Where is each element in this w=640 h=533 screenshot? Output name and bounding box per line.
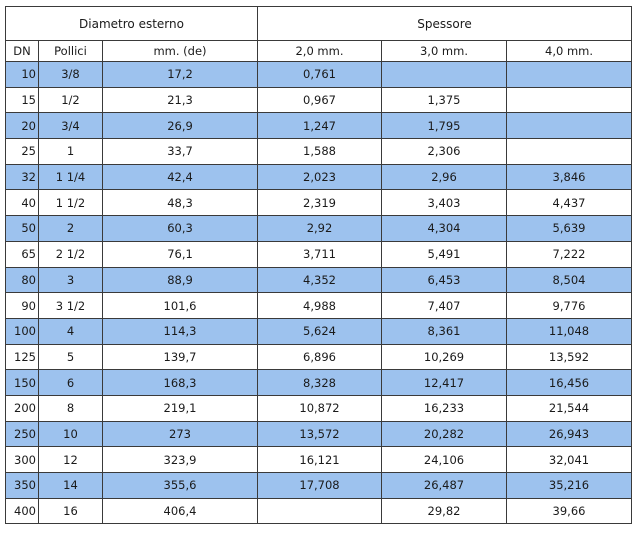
cell-dn: 65 <box>6 241 39 267</box>
cell-mm-de: 355,6 <box>103 473 258 499</box>
cell-dn: 90 <box>6 293 39 319</box>
cell-thickness-4mm: 16,456 <box>507 370 632 396</box>
table-row <box>6 62 632 88</box>
column-header-dn: DN <box>6 41 39 62</box>
cell-thickness-4mm: 32,041 <box>507 447 632 473</box>
cell-thickness-2mm: 16,121 <box>258 447 382 473</box>
cell-inches: 1 1/2 <box>39 190 103 216</box>
cell-thickness-2mm: 17,708 <box>258 473 382 499</box>
outer-diameter-group-header: Diametro esterno <box>6 7 258 41</box>
cell-thickness-3mm: 20,282 <box>382 421 507 447</box>
cell-dn: 100 <box>6 318 39 344</box>
table-row <box>6 216 632 242</box>
cell-mm-de: 114,3 <box>103 318 258 344</box>
cell-inches: 4 <box>39 318 103 344</box>
cell-mm-de: 33,7 <box>103 139 258 165</box>
cell-dn: 125 <box>6 344 39 370</box>
cell-thickness-4mm: 4,437 <box>507 190 632 216</box>
cell-inches: 2 <box>39 216 103 242</box>
cell-thickness-2mm: 8,328 <box>258 370 382 396</box>
cell-dn: 250 <box>6 421 39 447</box>
table-row <box>6 370 632 396</box>
column-header-mm-de: mm. (de) <box>103 41 258 62</box>
cell-thickness-2mm: 6,896 <box>258 344 382 370</box>
header-group-row <box>6 7 632 41</box>
cell-thickness-3mm: 4,304 <box>382 216 507 242</box>
cell-thickness-4mm <box>507 87 632 113</box>
cell-mm-de: 273 <box>103 421 258 447</box>
cell-thickness-4mm: 13,592 <box>507 344 632 370</box>
table-row <box>6 293 632 319</box>
cell-thickness-4mm <box>507 62 632 88</box>
cell-dn: 32 <box>6 164 39 190</box>
column-header-thickness-4mm: 4,0 mm. <box>507 41 632 62</box>
cell-thickness-3mm: 10,269 <box>382 344 507 370</box>
cell-thickness-4mm: 26,943 <box>507 421 632 447</box>
cell-thickness-2mm: 3,711 <box>258 241 382 267</box>
cell-inches: 12 <box>39 447 103 473</box>
cell-dn: 50 <box>6 216 39 242</box>
cell-inches: 3 1/2 <box>39 293 103 319</box>
cell-thickness-3mm: 29,82 <box>382 498 507 524</box>
cell-thickness-4mm: 9,776 <box>507 293 632 319</box>
cell-mm-de: 406,4 <box>103 498 258 524</box>
table-row <box>6 267 632 293</box>
cell-thickness-3mm: 2,96 <box>382 164 507 190</box>
cell-thickness-2mm: 4,988 <box>258 293 382 319</box>
pipe-dimensions-table <box>5 6 632 524</box>
cell-mm-de: 101,6 <box>103 293 258 319</box>
cell-inches: 1/2 <box>39 87 103 113</box>
cell-inches: 5 <box>39 344 103 370</box>
cell-dn: 25 <box>6 139 39 165</box>
cell-thickness-3mm: 16,233 <box>382 395 507 421</box>
cell-dn: 150 <box>6 370 39 396</box>
cell-thickness-2mm: 2,023 <box>258 164 382 190</box>
cell-thickness-3mm: 2,306 <box>382 139 507 165</box>
cell-mm-de: 17,2 <box>103 62 258 88</box>
cell-inches: 6 <box>39 370 103 396</box>
table-row <box>6 473 632 499</box>
cell-thickness-2mm: 2,319 <box>258 190 382 216</box>
cell-inches: 1 <box>39 139 103 165</box>
cell-dn: 80 <box>6 267 39 293</box>
cell-thickness-4mm: 11,048 <box>507 318 632 344</box>
cell-thickness-2mm: 4,352 <box>258 267 382 293</box>
cell-mm-de: 323,9 <box>103 447 258 473</box>
cell-dn: 20 <box>6 113 39 139</box>
cell-thickness-4mm: 35,216 <box>507 473 632 499</box>
cell-dn: 350 <box>6 473 39 499</box>
table-row <box>6 87 632 113</box>
cell-thickness-2mm: 5,624 <box>258 318 382 344</box>
cell-thickness-3mm: 26,487 <box>382 473 507 499</box>
cell-thickness-2mm <box>258 498 382 524</box>
header-column-row <box>6 41 632 62</box>
table-row <box>6 164 632 190</box>
cell-thickness-4mm: 21,544 <box>507 395 632 421</box>
column-header-thickness-2mm: 2,0 mm. <box>258 41 382 62</box>
cell-mm-de: 139,7 <box>103 344 258 370</box>
cell-dn: 15 <box>6 87 39 113</box>
cell-thickness-2mm: 13,572 <box>258 421 382 447</box>
cell-mm-de: 48,3 <box>103 190 258 216</box>
cell-mm-de: 168,3 <box>103 370 258 396</box>
cell-dn: 400 <box>6 498 39 524</box>
cell-thickness-4mm <box>507 113 632 139</box>
cell-thickness-2mm: 1,588 <box>258 139 382 165</box>
cell-thickness-4mm <box>507 139 632 165</box>
cell-mm-de: 219,1 <box>103 395 258 421</box>
thickness-group-header: Spessore <box>258 7 632 41</box>
cell-thickness-3mm: 3,403 <box>382 190 507 216</box>
cell-thickness-3mm: 8,361 <box>382 318 507 344</box>
cell-mm-de: 42,4 <box>103 164 258 190</box>
table-row <box>6 139 632 165</box>
cell-dn: 200 <box>6 395 39 421</box>
cell-thickness-2mm: 1,247 <box>258 113 382 139</box>
cell-inches: 3 <box>39 267 103 293</box>
cell-thickness-2mm: 2,92 <box>258 216 382 242</box>
cell-mm-de: 76,1 <box>103 241 258 267</box>
table-row <box>6 241 632 267</box>
cell-inches: 10 <box>39 421 103 447</box>
cell-thickness-3mm: 6,453 <box>382 267 507 293</box>
cell-mm-de: 21,3 <box>103 87 258 113</box>
cell-thickness-4mm: 39,66 <box>507 498 632 524</box>
cell-mm-de: 26,9 <box>103 113 258 139</box>
table-row <box>6 395 632 421</box>
cell-inches: 3/8 <box>39 62 103 88</box>
cell-dn: 40 <box>6 190 39 216</box>
cell-thickness-4mm: 8,504 <box>507 267 632 293</box>
table-row <box>6 344 632 370</box>
cell-inches: 3/4 <box>39 113 103 139</box>
cell-thickness-3mm: 5,491 <box>382 241 507 267</box>
cell-thickness-2mm: 10,872 <box>258 395 382 421</box>
table-row <box>6 190 632 216</box>
cell-thickness-4mm: 7,222 <box>507 241 632 267</box>
cell-inches: 14 <box>39 473 103 499</box>
cell-inches: 16 <box>39 498 103 524</box>
cell-inches: 2 1/2 <box>39 241 103 267</box>
column-header-thickness-3mm: 3,0 mm. <box>382 41 507 62</box>
cell-mm-de: 60,3 <box>103 216 258 242</box>
cell-thickness-4mm: 3,846 <box>507 164 632 190</box>
cell-thickness-3mm: 1,795 <box>382 113 507 139</box>
cell-inches: 8 <box>39 395 103 421</box>
cell-thickness-2mm: 0,967 <box>258 87 382 113</box>
cell-inches: 1 1/4 <box>39 164 103 190</box>
table-body <box>6 62 632 524</box>
cell-thickness-4mm: 5,639 <box>507 216 632 242</box>
cell-dn: 10 <box>6 62 39 88</box>
cell-thickness-3mm: 1,375 <box>382 87 507 113</box>
table-row <box>6 498 632 524</box>
table-row <box>6 421 632 447</box>
cell-thickness-2mm: 0,761 <box>258 62 382 88</box>
cell-dn: 300 <box>6 447 39 473</box>
cell-thickness-3mm <box>382 62 507 88</box>
cell-thickness-3mm: 24,106 <box>382 447 507 473</box>
cell-thickness-3mm: 12,417 <box>382 370 507 396</box>
cell-thickness-3mm: 7,407 <box>382 293 507 319</box>
table-row <box>6 447 632 473</box>
column-header-inches: Pollici <box>39 41 103 62</box>
cell-mm-de: 88,9 <box>103 267 258 293</box>
table-row <box>6 113 632 139</box>
table-row <box>6 318 632 344</box>
